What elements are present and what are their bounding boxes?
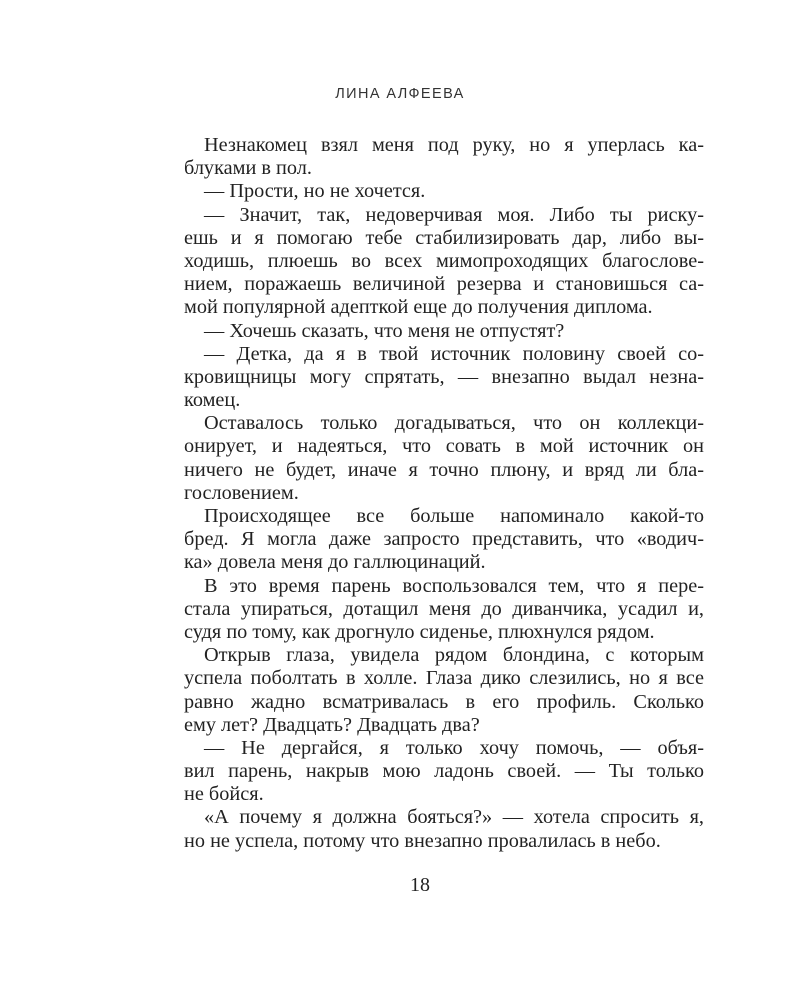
text-line: комец.: [184, 389, 241, 412]
text-line: бред. Я могла даже запросто представить, что «водич-: [184, 528, 704, 551]
text-line: онирует, и надеяться, что совать в мой источник он: [184, 435, 704, 458]
text-line: Незнакомец взял меня под руку, но я уперлась ка-: [204, 134, 704, 156]
text-line: блуками в пол.: [184, 157, 312, 180]
text-line: ему лет? Двадцать? Двадцать два?: [184, 713, 480, 736]
text-line: Открыв глаза, увидела рядом блондина, с которым: [204, 644, 704, 667]
text-line: кровищницы могу спрятать, — внезапно выдал незна-: [184, 365, 704, 388]
text-line: — Значит, так, недоверчивая моя. Либо ты риску-: [204, 203, 704, 226]
text-line: — Не дергайся, я только хочу помочь, — объя-: [204, 736, 704, 759]
text-line: ешь и я помогаю тебе стабилизировать дар, либо вы-: [184, 226, 704, 249]
text-line: мой популярной адепткой еще до получения диплома.: [184, 296, 653, 319]
text-line: судя по тому, как дрогнуло сиденье, плюхнулся рядом.: [184, 620, 655, 643]
text-line: гословением.: [184, 481, 299, 504]
text-line: не бойся.: [184, 783, 264, 806]
text-line: Оставалось только догадываться, что он коллекци-: [204, 412, 704, 435]
text-line: стала упираться, дотащил меня до диванчика, усадил и,: [184, 597, 704, 620]
text-line: В это время парень воспользовался тем, что я пере-: [204, 574, 704, 597]
text-line: «А почему я должна бояться?» — хотела спросить я,: [204, 806, 704, 829]
text-line: — Прости, но не хочется.: [204, 180, 426, 203]
text-line: ходишь, плюешь во всех мимопроходящих благослове-: [184, 249, 704, 272]
text-line: но не успела, потому что внезапно провалилась в небо.: [184, 829, 661, 852]
text-line: вил парень, накрыв мою ладонь своей. — Ты только: [184, 760, 704, 783]
page-number: 18: [410, 874, 430, 896]
running-head-author: ЛИНА АЛФЕЕВА: [335, 86, 465, 102]
text-line: ничего не будет, иначе я точно плюну, и вряд ли бла-: [184, 458, 704, 481]
text-line: нием, поражаешь величиной резерва и становишься са-: [184, 273, 704, 296]
body-text: [184, 134, 704, 853]
text-line: — Хочешь сказать, что меня не отпустят?: [204, 319, 565, 342]
text-line: успела поболтать в холле. Глаза дико слезились, но я все: [184, 667, 704, 690]
text-line: Происходящее все больше напоминало какой-то: [204, 505, 704, 527]
text-line: ка» довела меня до галлюцинаций.: [184, 551, 486, 574]
text-line: — Детка, да я в твой источник половину своей со-: [204, 342, 704, 365]
text-line: равно жадно всматривалась в его профиль. Сколько: [184, 690, 704, 713]
